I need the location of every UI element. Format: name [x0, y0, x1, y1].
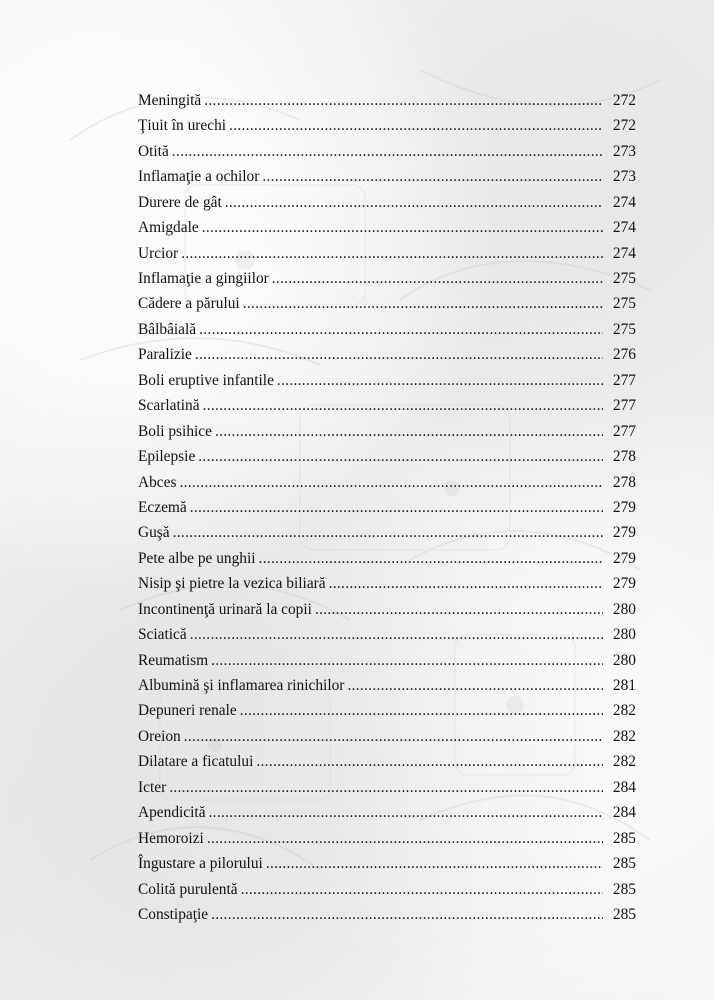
toc-title: Bâlbâială	[138, 320, 197, 338]
dot-leader	[173, 520, 603, 545]
toc-title: Depuneri renale	[138, 702, 237, 720]
dot-leader	[256, 749, 603, 774]
dot-leader	[204, 88, 603, 113]
toc-row-amigdale	[138, 215, 636, 240]
toc-title: Guşă	[138, 524, 170, 542]
toc-page-number: 280	[612, 626, 636, 644]
toc-row-pete-albe-pe-unghii	[138, 546, 636, 571]
toc-page-number: 277	[612, 397, 636, 415]
toc-title: Colită purulentă	[138, 880, 238, 898]
toc-title: Boli eruptive infantile	[138, 371, 274, 389]
table-of-contents	[138, 88, 636, 927]
dot-leader	[229, 113, 603, 138]
toc-title: Hemoroizi	[138, 829, 204, 847]
toc-row-nisip-si-pietre	[138, 571, 636, 596]
toc-page-number: 284	[612, 778, 636, 796]
toc-title: Boli psihice	[138, 422, 212, 440]
toc-page-number: 285	[612, 905, 636, 923]
toc-row-paralizie	[138, 342, 636, 367]
toc-row-constipatie	[138, 902, 636, 927]
toc-page-number: 272	[612, 91, 636, 109]
toc-title: Meningită	[138, 91, 202, 109]
dot-leader	[190, 622, 603, 647]
toc-title: Pete albe pe unghii	[138, 549, 256, 567]
dot-leader	[169, 775, 603, 800]
dot-leader	[262, 164, 603, 189]
dot-leader	[179, 470, 603, 495]
toc-row-eczema	[138, 495, 636, 520]
dot-leader	[215, 419, 603, 444]
toc-row-boli-psihice	[138, 419, 636, 444]
toc-row-otita	[138, 139, 636, 164]
dot-leader	[209, 800, 603, 825]
toc-title: Incontinenţă urinară la copii	[138, 600, 312, 618]
toc-row-gusa	[138, 520, 636, 545]
toc-row-incontinenta-urinara	[138, 597, 636, 622]
toc-row-apendicita	[138, 800, 636, 825]
toc-row-inflamatie-a-ochilor	[138, 164, 636, 189]
toc-page-number: 279	[612, 575, 636, 593]
toc-row-icter	[138, 775, 636, 800]
toc-page-number: 282	[612, 727, 636, 745]
toc-row-reumatism	[138, 648, 636, 673]
toc-row-meningita	[138, 88, 636, 113]
dot-leader	[272, 266, 603, 291]
toc-page-number: 274	[612, 219, 636, 237]
dot-leader	[259, 546, 603, 571]
toc-title: Icter	[138, 778, 167, 796]
dot-leader	[241, 877, 603, 902]
toc-title: Sciatică	[138, 626, 187, 644]
dot-leader	[195, 342, 603, 367]
toc-page-number: 279	[612, 498, 636, 516]
toc-page-number: 280	[612, 651, 636, 669]
toc-row-balbaiala	[138, 317, 636, 342]
toc-row-abces	[138, 470, 636, 495]
dot-leader	[198, 444, 603, 469]
toc-page-number: 279	[612, 549, 636, 567]
dot-leader	[277, 368, 603, 393]
toc-row-hemoroizi	[138, 826, 636, 851]
toc-title: Paralizie	[138, 346, 192, 364]
dot-leader	[243, 291, 603, 316]
toc-title: Amigdale	[138, 219, 199, 237]
dot-leader	[181, 241, 603, 266]
dot-leader	[211, 648, 603, 673]
toc-row-inflamatie-a-gingiilor	[138, 266, 636, 291]
dot-leader	[225, 190, 603, 215]
toc-page-number: 282	[612, 753, 636, 771]
toc-title: Abces	[138, 473, 177, 491]
toc-page-number: 279	[612, 524, 636, 542]
toc-title: Apendicită	[138, 804, 206, 822]
toc-title: Ţiuit în urechi	[138, 117, 227, 135]
dot-leader	[202, 215, 603, 240]
toc-row-depuneri-renale	[138, 699, 636, 724]
toc-title: Oreion	[138, 727, 181, 745]
toc-title: Îngustare a pilorului	[138, 855, 263, 873]
toc-title: Constipaţie	[138, 905, 209, 923]
toc-title: Dilatare a ficatului	[138, 753, 254, 771]
toc-title: Inflamaţie a gingiilor	[138, 270, 269, 288]
toc-page-number: 274	[612, 193, 636, 211]
dot-leader	[199, 317, 603, 342]
dot-leader	[172, 139, 603, 164]
toc-page-number: 274	[612, 244, 636, 262]
dot-leader	[184, 724, 603, 749]
dot-leader	[240, 698, 603, 723]
toc-row-durere-de-gat	[138, 190, 636, 215]
toc-page-number: 278	[612, 473, 636, 491]
toc-page-number: 277	[612, 371, 636, 389]
dot-leader	[266, 851, 603, 876]
toc-page-number: 285	[612, 829, 636, 847]
dot-leader	[211, 902, 603, 927]
toc-title: Inflamaţie a ochilor	[138, 168, 260, 186]
toc-title: Otită	[138, 142, 169, 160]
toc-row-scarlatina	[138, 393, 636, 418]
toc-page-number: 284	[612, 804, 636, 822]
toc-row-urcior	[138, 241, 636, 266]
toc-page-number: 272	[612, 117, 636, 135]
toc-page-number: 276	[612, 346, 636, 364]
toc-title: Eczemă	[138, 498, 187, 516]
toc-page-number: 273	[612, 168, 636, 186]
toc-row-sciatica	[138, 622, 636, 647]
toc-title: Reumatism	[138, 651, 209, 669]
toc-page-number: 277	[612, 422, 636, 440]
toc-row-boli-eruptive-infantile	[138, 368, 636, 393]
dot-leader	[315, 597, 603, 622]
toc-page-number: 285	[612, 880, 636, 898]
toc-row-dilatare-a-ficatului	[138, 749, 636, 774]
toc-page-number: 281	[612, 677, 636, 695]
toc-page-number: 285	[612, 855, 636, 873]
toc-page-number: 275	[612, 270, 636, 288]
dot-leader	[329, 571, 603, 596]
toc-row-oreion	[138, 724, 636, 749]
dot-leader	[347, 673, 603, 698]
dot-leader	[207, 826, 603, 851]
toc-title: Albumină şi inflamarea rinichilor	[138, 677, 345, 695]
toc-title: Durere de gât	[138, 193, 222, 211]
toc-page-number: 275	[612, 295, 636, 313]
dot-leader	[203, 393, 603, 418]
dot-leader	[190, 495, 603, 520]
toc-title: Epilepsie	[138, 448, 196, 466]
toc-title: Cădere a părului	[138, 295, 240, 313]
toc-page-number: 275	[612, 320, 636, 338]
toc-page-number: 273	[612, 142, 636, 160]
toc-title: Nisip şi pietre la vezica biliară	[138, 575, 326, 593]
toc-title: Urcior	[138, 244, 179, 262]
toc-row-colita-purulenta	[138, 877, 636, 902]
toc-row-epilepsie	[138, 444, 636, 469]
toc-row-albumina	[138, 673, 636, 698]
toc-page-number: 280	[612, 600, 636, 618]
toc-page-number: 278	[612, 448, 636, 466]
toc-row-tiuit-in-urechi	[138, 113, 636, 138]
toc-title: Scarlatină	[138, 397, 200, 415]
toc-page-number: 282	[612, 702, 636, 720]
toc-row-ingustare-a-pilorului	[138, 851, 636, 876]
toc-row-cadere-a-parului	[138, 292, 636, 317]
